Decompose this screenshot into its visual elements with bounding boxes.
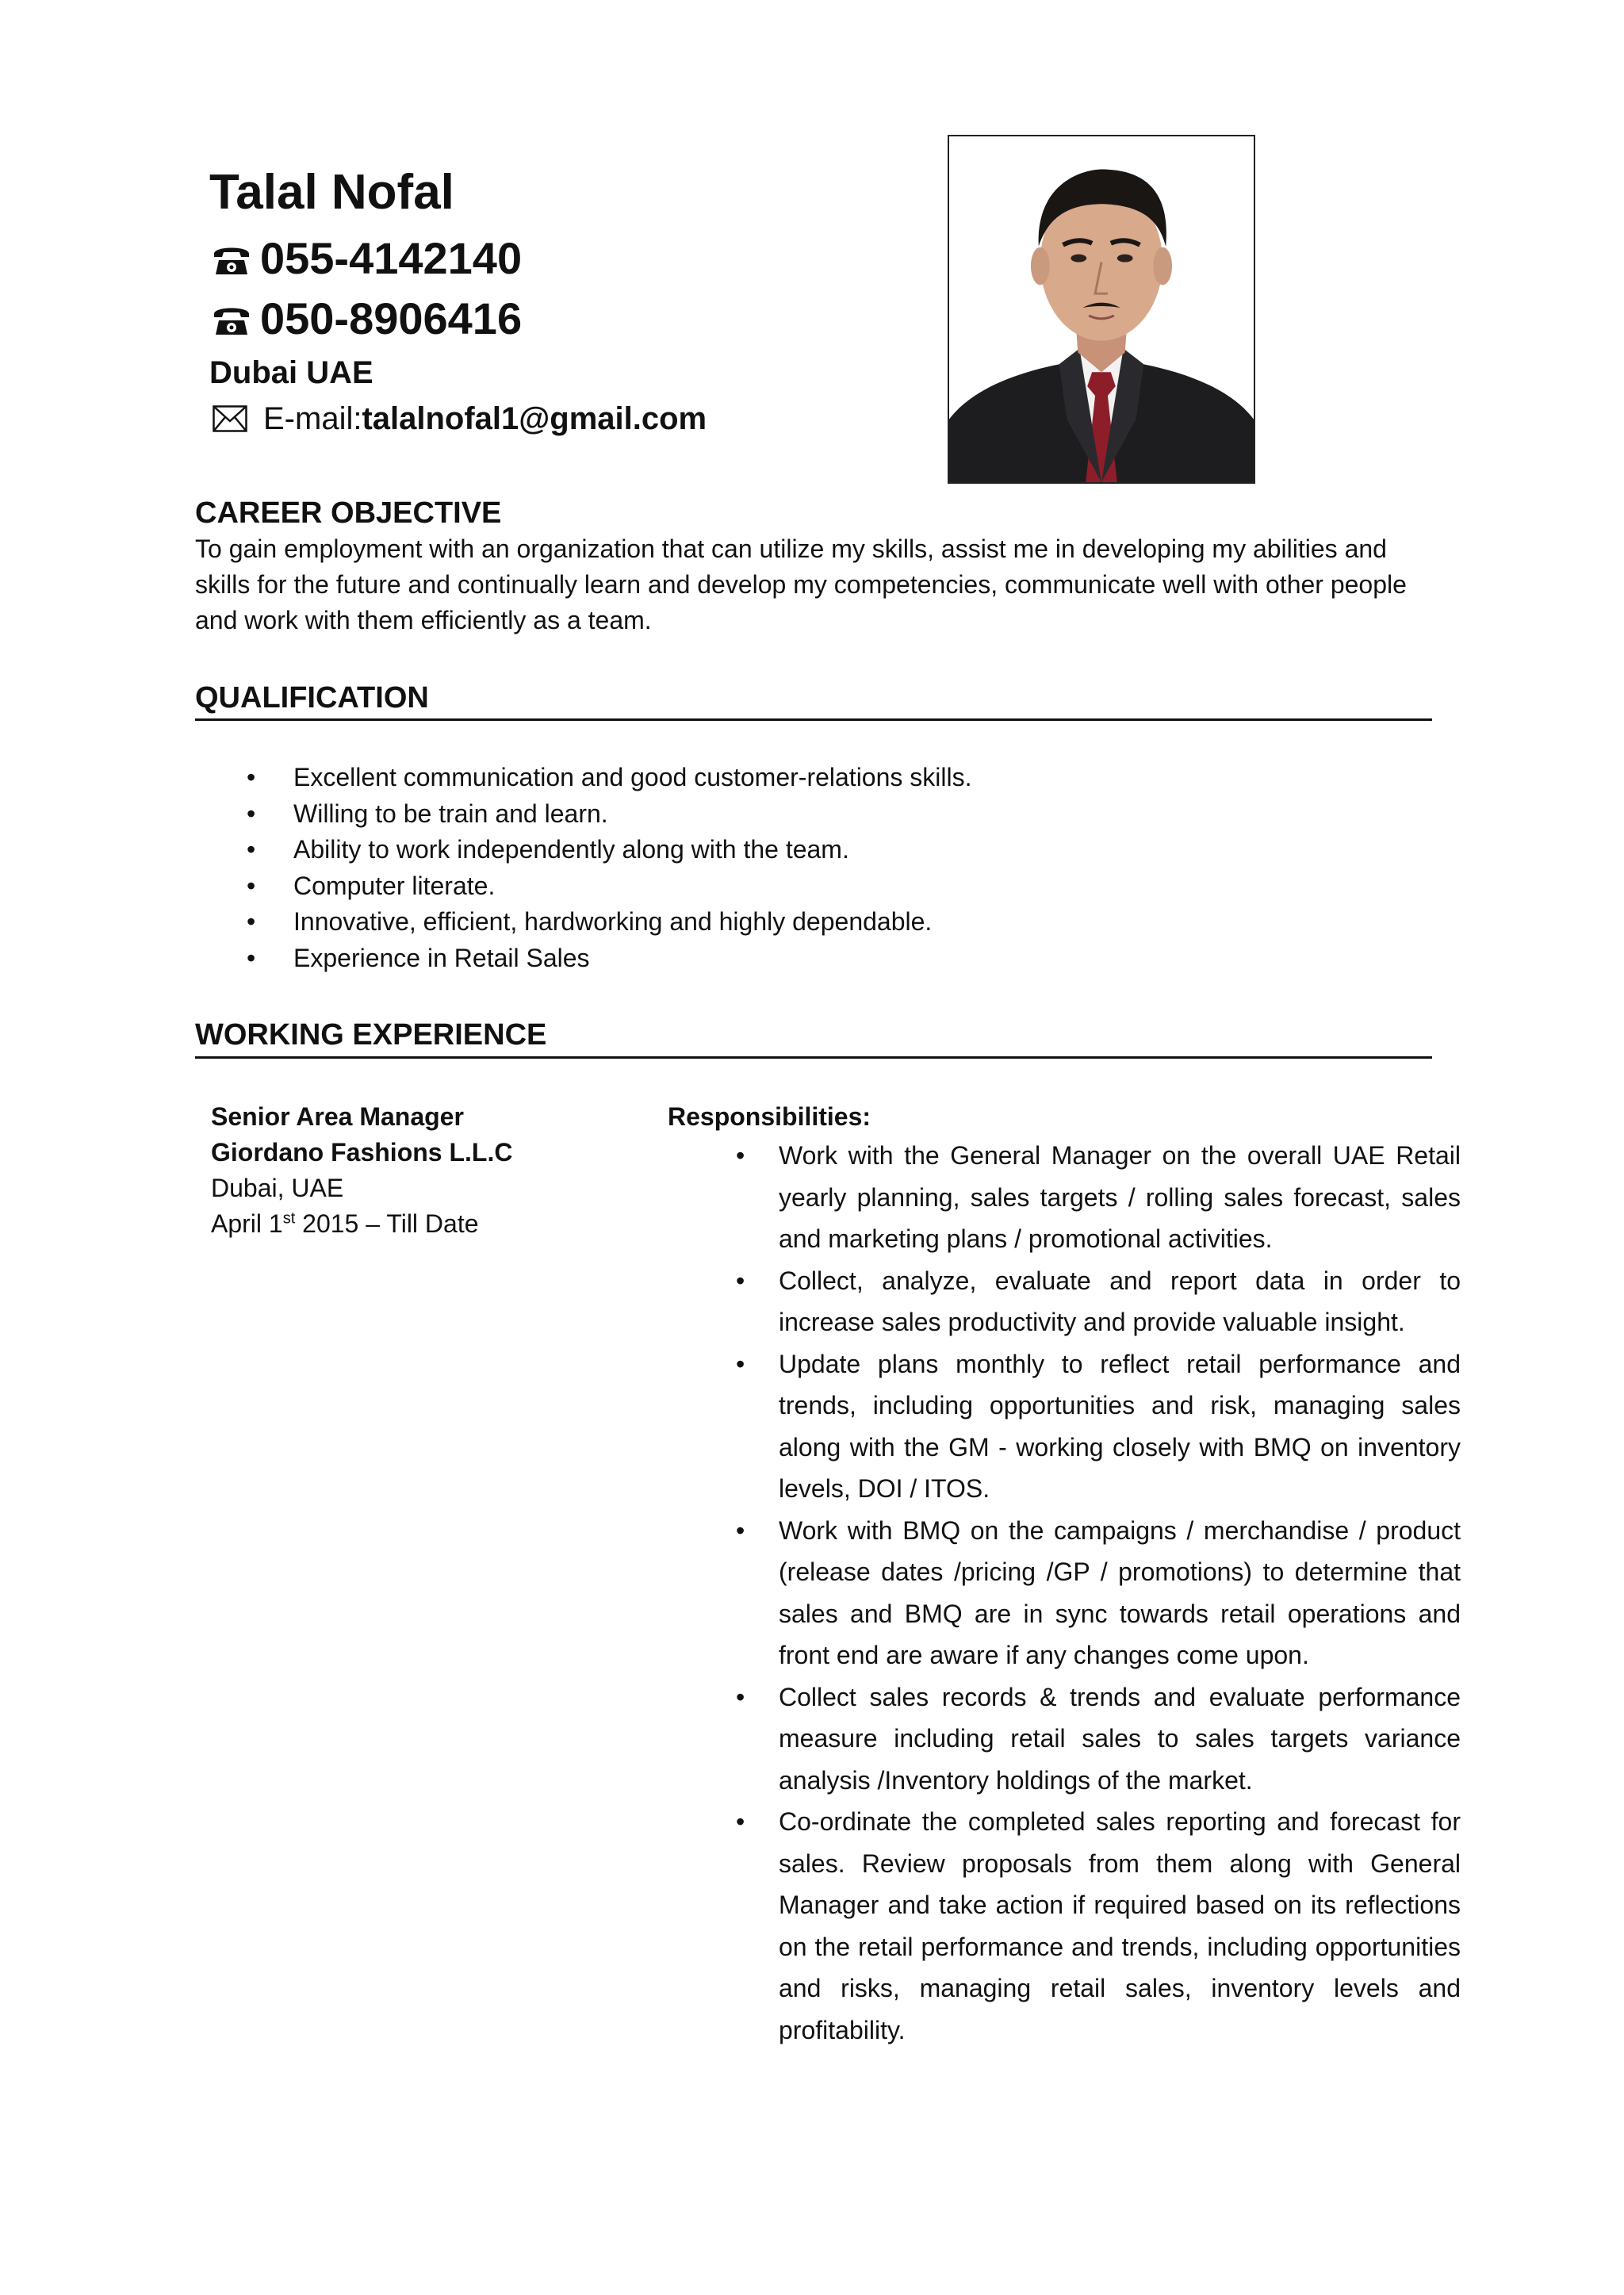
list-item: • Collect, analyze, evaluate and report data in order to increase sales productivity and provide valuable insight. bbox=[668, 1260, 1461, 1343]
email-row bbox=[209, 397, 923, 441]
list-item: • Excellent communication and good customer-relations skills. bbox=[195, 760, 1432, 796]
list-item: • Work with BMQ on the campaigns / merchandise / product (release dates /pricing /GP / promotions) to determine that sales and BMQ are in sync towards retail operations and front end are aware if any changes come upon. bbox=[668, 1510, 1461, 1676]
phone-row bbox=[209, 289, 923, 349]
section-title-qualification: QUALIFICATION bbox=[195, 681, 429, 715]
responsibilities-title: Responsibilities: bbox=[668, 1102, 871, 1131]
job-position: Senior Area Manager bbox=[211, 1102, 464, 1131]
job-dates bbox=[211, 1206, 639, 1242]
career-objective-text: To gain employment with an organization that can utilize my skills, assist me in developing my abilities and skills for the future and continually learn and develop my competencies, communicate well with other people and work with them efficiently as a team. bbox=[195, 534, 1407, 634]
job-date-ordinal: st bbox=[282, 1209, 296, 1228]
telephone-icon bbox=[209, 236, 254, 281]
job-date-suffix: 2015 – Till Date bbox=[295, 1209, 479, 1238]
list-item: • Willing to be train and learn. bbox=[195, 796, 1432, 833]
email-label: E-mail: bbox=[263, 401, 362, 436]
section-divider bbox=[195, 718, 1432, 721]
responsibilities bbox=[668, 1099, 1461, 2051]
list-item: • Computer literate. bbox=[195, 868, 1432, 905]
email-address[interactable]: talalnofal1@gmail.com bbox=[362, 401, 707, 436]
list-item: • Experience in Retail Sales bbox=[195, 941, 1432, 977]
location: Dubai UAE bbox=[209, 355, 373, 390]
section-divider bbox=[195, 1056, 1432, 1059]
phone-row bbox=[209, 228, 923, 289]
job-details bbox=[211, 1099, 639, 1242]
phone-number-1[interactable]: 055-4142140 bbox=[260, 233, 523, 283]
job-company: Giordano Fashions L.L.C bbox=[211, 1138, 513, 1167]
envelope-icon bbox=[213, 405, 247, 432]
list-item: • Innovative, efficient, hardworking and highly dependable. bbox=[195, 904, 1432, 941]
list-item: • Work with the General Manager on the overall UAE Retail yearly planning, sales targets / rolling sales forecast, sales and marketing plans / promotional activities. bbox=[668, 1135, 1461, 1260]
qualification-list bbox=[195, 760, 1432, 976]
list-item: • Ability to work independently along with the team. bbox=[195, 832, 1432, 868]
job-date-prefix: April 1 bbox=[211, 1209, 283, 1238]
responsibilities-list bbox=[668, 1135, 1461, 2051]
portrait-illustration bbox=[949, 136, 1254, 482]
section-title-career-objective: CAREER OBJECTIVE bbox=[195, 496, 502, 530]
list-item: • Update plans monthly to reflect retail performance and trends, including opportunities and risk, managing sales along with the GM - working closely with BMQ on inventory levels, DOI / ITOS. bbox=[668, 1343, 1461, 1510]
profile-photo bbox=[948, 135, 1255, 484]
phone-number-2[interactable]: 050-8906416 bbox=[260, 293, 523, 343]
job-location: Dubai, UAE bbox=[211, 1174, 344, 1202]
list-item: • Co-ordinate the completed sales reporting and forecast for sales. Review proposals from them along with General Manager and take action if required based on its reflections on the retail performance and trends, including opportunities and risks, managing retail sales, inventory levels and profitability. bbox=[668, 1801, 1461, 2051]
candidate-name: Talal Nofal bbox=[209, 165, 454, 220]
section-title-working-experience: WORKING EXPERIENCE bbox=[195, 1018, 547, 1052]
telephone-icon bbox=[209, 297, 254, 341]
list-item: • Collect sales records & trends and evaluate performance measure including retail sales to sales targets variance analysis /Inventory holdings of the market. bbox=[668, 1676, 1461, 1802]
contact-header bbox=[209, 157, 923, 441]
